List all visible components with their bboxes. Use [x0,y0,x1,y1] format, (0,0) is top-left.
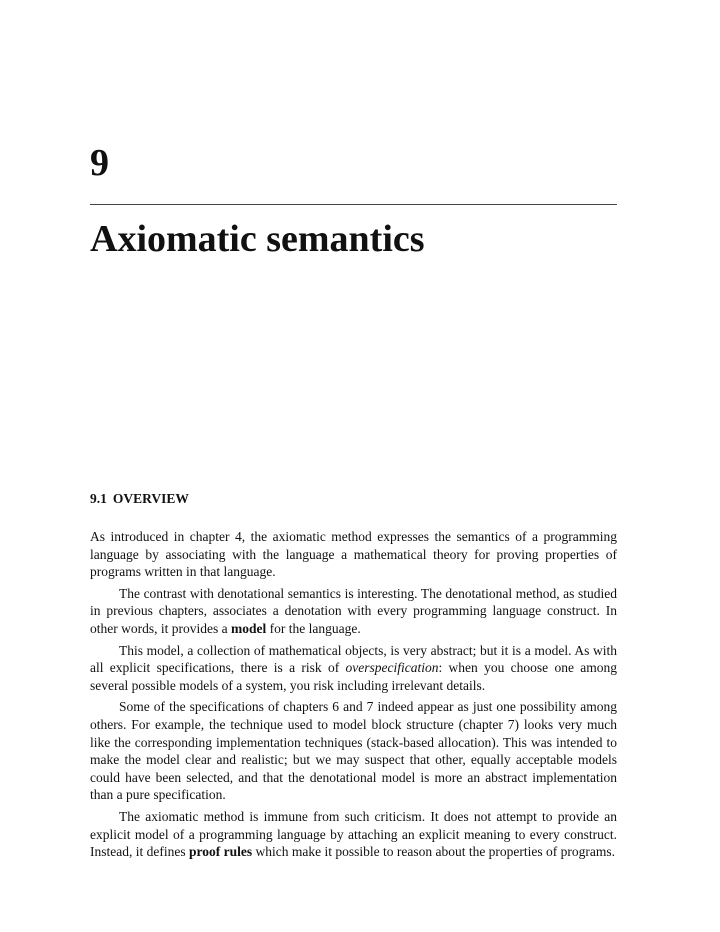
section-title: OVERVIEW [112,491,189,506]
paragraph-text: : when you choose one among several possible models of a system, you risk including irrelevant details. [90,660,617,693]
paragraph-text: The contrast with denotational semantics is interesting. The denotational method, as studied in previous chapters, associates a denotation with every programming language construct. In other words, it provides a [90,585,617,636]
paragraph [90,585,617,638]
body-text [90,528,617,865]
paragraph-text: The axiomatic method is immune from such criticism. It does not attempt to provide an explicit model of a programming language by attaching an explicit meaning to every construct. Instead, it defines [90,808,617,860]
chapter-number: 9 [90,142,109,184]
paragraph [90,698,617,804]
chapter-title: Axiomatic semantics [90,218,425,260]
emphasized-term: proof rules [188,844,253,860]
paragraph-text: This model, a collection of mathematical objects, is very abstract; but it is a model. As with all explicit specifications, there is a risk of [90,642,617,676]
section-number: 9.1 [90,491,107,506]
section-heading [90,491,189,507]
paragraph [90,808,617,861]
paragraph-text: Some of the specifications of chapters 6 and 7 indeed appear as just one possibility among others. For example, the technique used to model block structure (chapter 7) looks very much like the corresponding implementation techniques (stack-based allocation). This was intended to make the model clear and realistic; but we may suspect that other, equally acceptable models could have been selected, and that the denotational model is more an abstract implementation than a pure specification. [90,699,617,803]
emphasized-term: overspecification [345,660,439,676]
paragraph-text: which make it possible to reason about the properties of programs. [252,844,616,860]
paragraph [90,642,617,695]
paragraph-text: for the language. [266,620,361,636]
paragraph [90,528,617,581]
emphasized-term: model [230,620,267,636]
chapter-divider [90,204,617,205]
paragraph-text: As introduced in chapter 4, the axiomatic method expresses the semantics of a programming language by associating with the language a mathematical theory for proving properties of programs written in that language. [90,529,617,580]
